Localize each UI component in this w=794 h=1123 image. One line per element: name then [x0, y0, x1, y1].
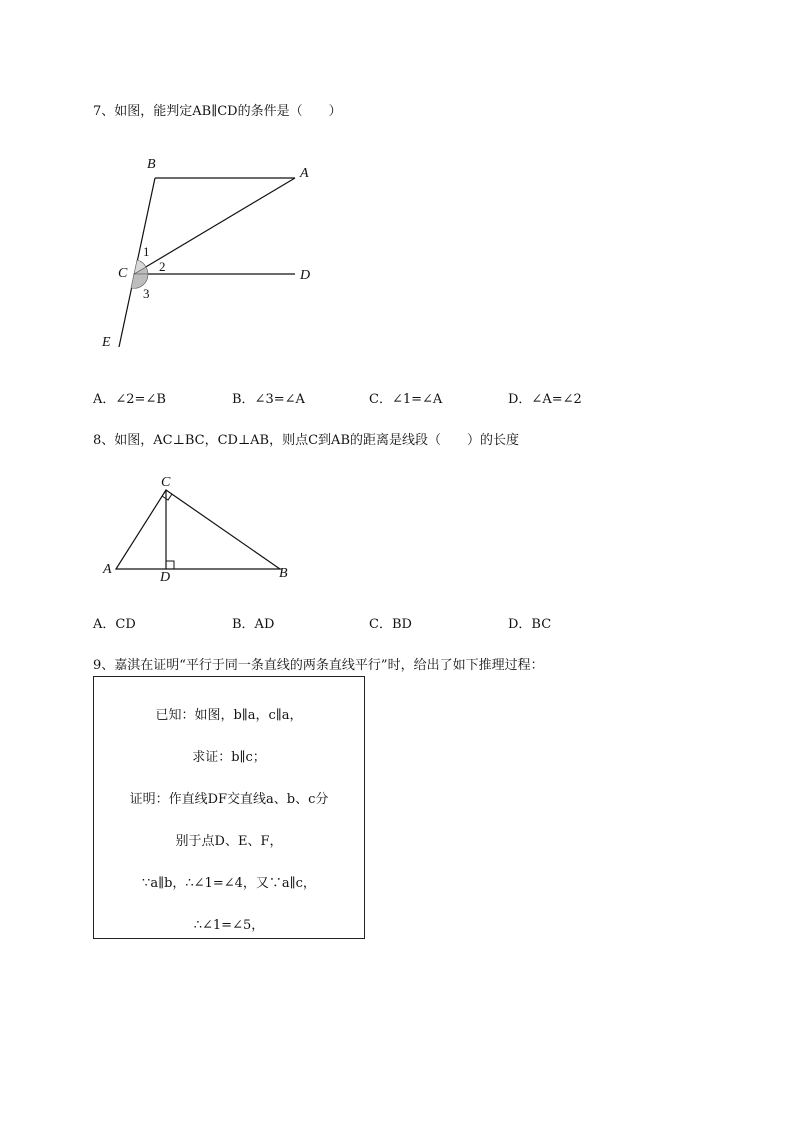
proof-line-3: 证明：作直线DF交直线a、b、c分: [129, 792, 329, 807]
label-A: A: [300, 166, 309, 181]
q7-figure: [95, 150, 325, 355]
proof-box: [93, 676, 365, 939]
q8-option-b[interactable]: B．AD: [232, 617, 275, 632]
q7-option-b[interactable]: B．∠3=∠A: [232, 392, 305, 407]
proof-line-1: 已知：如图，b∥a，c∥a，: [155, 708, 303, 723]
label-angle-1: 1: [143, 244, 150, 259]
q7-option-c[interactable]: C．∠1=∠A: [369, 392, 443, 407]
right-angle-D: [166, 561, 174, 569]
triangle-ABC: [116, 490, 280, 569]
proof-line-4: 别于点D、E、F，: [175, 834, 283, 849]
label-A8: A: [103, 562, 112, 577]
proof-line-6: ∴∠1=∠5，: [193, 918, 265, 933]
q8-option-d[interactable]: D．BC: [508, 617, 552, 632]
question-9-text: 9、嘉淇在证明“平行于同一条直线的两条直线平行”时，给出了如下推理过程：: [93, 658, 544, 673]
label-angle-2: 2: [159, 259, 166, 274]
question-7-text: 7、如图，能判定AB∥CD的条件是（ ）: [93, 104, 342, 119]
label-B8: B: [279, 566, 288, 581]
question-8-text: 8、如图，AC⊥BC，CD⊥AB，则点C到AB的距离是线段（ ）的长度: [93, 433, 519, 448]
label-C: C: [118, 266, 128, 281]
q7-option-d[interactable]: D．∠A=∠2: [508, 392, 582, 407]
label-E: E: [102, 335, 111, 350]
proof-line-2: 求证：b∥c；: [192, 750, 266, 765]
label-B: B: [147, 157, 156, 172]
label-angle-3: 3: [143, 286, 150, 301]
q8-figure: [100, 472, 300, 587]
label-C8: C: [161, 475, 171, 490]
proof-line-5: ∵a∥b，∴∠1=∠4，又∵a∥c，: [142, 876, 316, 891]
q8-option-a[interactable]: A．CD: [93, 617, 136, 632]
label-D: D: [300, 268, 311, 283]
label-D8: D: [160, 570, 171, 585]
q7-option-a[interactable]: A．∠2=∠B: [93, 392, 166, 407]
q8-option-c[interactable]: C．BD: [369, 617, 412, 632]
